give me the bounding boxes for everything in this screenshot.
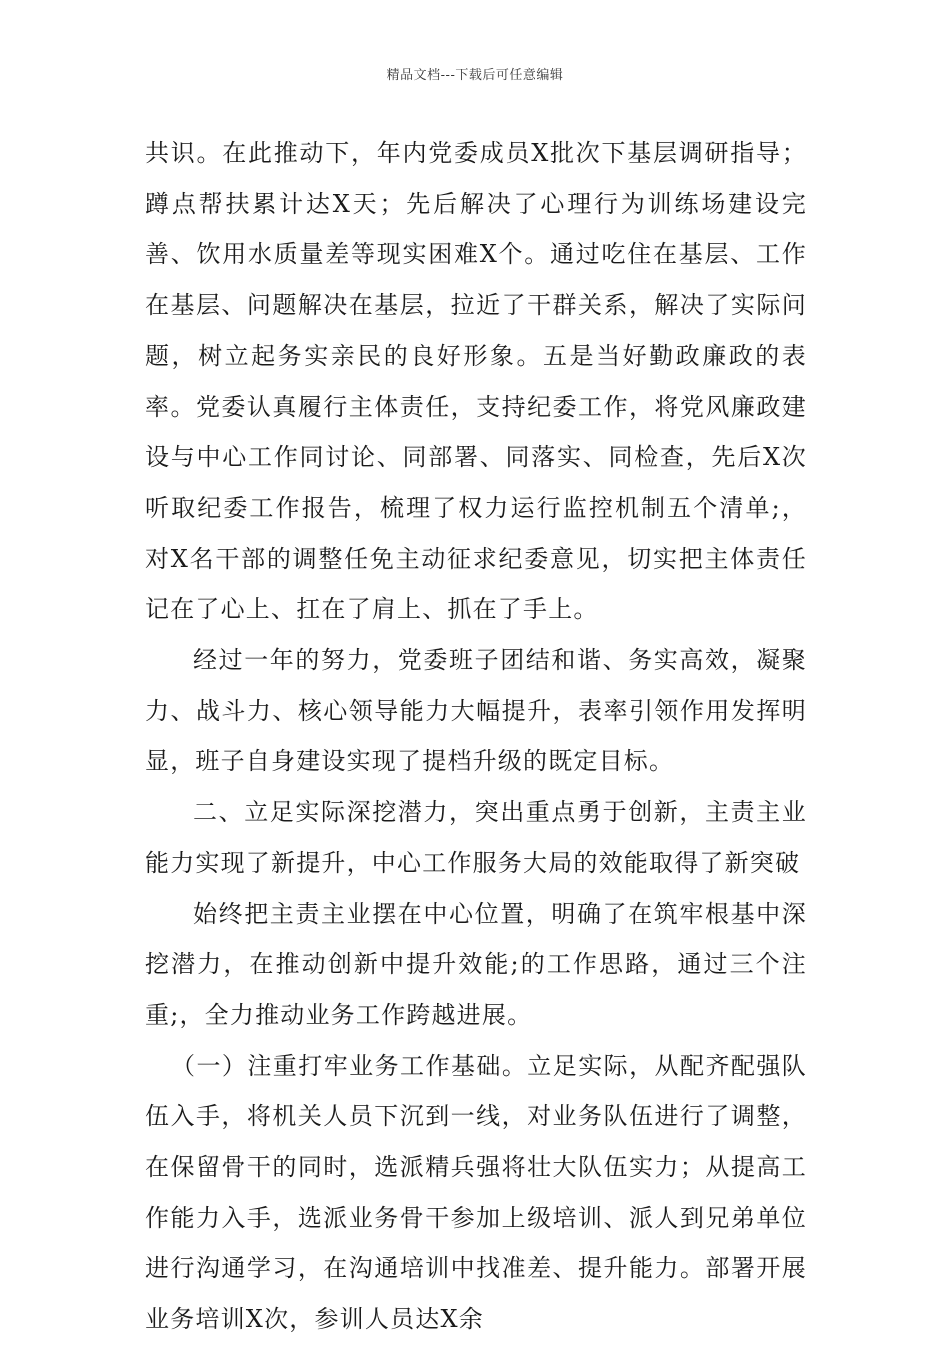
paragraph-subsection-1: （一）注重打牢业务工作基础。立足实际，从配齐配强队伍入手，将机关人员下沉到一线，对业务队伍进行了调整，在保留骨干的同时，选派精兵强将壮大队伍实力；从提高工作能力入手，选派业务骨干参加上级培训、派人到兄弟单位进行沟通学习，在沟通培训中找准差、提升能力。部署开展业务培训X次，参训人员达X余: [145, 1051, 807, 1334]
paragraph-summary: 经过一年的努力，党委班子团结和谐、务实高效，凝聚力、战斗力、核心领导能力大幅提升，表率引领作用发挥明显，班子自身建设实现了提档升级的既定目标。: [145, 646, 807, 776]
section-heading: 二、立足实际深挖潜力，突出重点勇于创新，主责主业能力实现了新提升，中心工作服务大局的效能取得了新突破: [145, 798, 807, 877]
document-body: [145, 128, 807, 1345]
page-header: 精品文档---下载后可任意编辑: [386, 68, 564, 83]
paragraph-intro: 始终把主责主业摆在中心位置，明确了在筑牢根基中深挖潜力，在推动创新中提升效能;的工作思路，通过三个注重;，全力推动业务工作跨越进展。: [145, 899, 807, 1029]
paragraph-continuation: 共识。在此推动下，年内党委成员X批次下基层调研指导；蹲点帮扶累计达X天；先后解决了心理行为训练场建设完善、饮用水质量差等现实困难X个。通过吃住在基层、工作在基层、问题解决在基层，拉近了干群关系，解决了实际问题，树立起务实亲民的良好形象。五是当好勤政廉政的表率。党委认真履行主体责任，支持纪委工作，将党风廉政建设与中心工作同讨论、同部署、同落实、同检查，先后X次听取纪委工作报告，梳理了权力运行监控机制五个清单;，对X名干部的调整任免主动征求纪委意见，切实把主体责任记在了心上、扛在了肩上、抓在了手上。: [145, 139, 807, 624]
